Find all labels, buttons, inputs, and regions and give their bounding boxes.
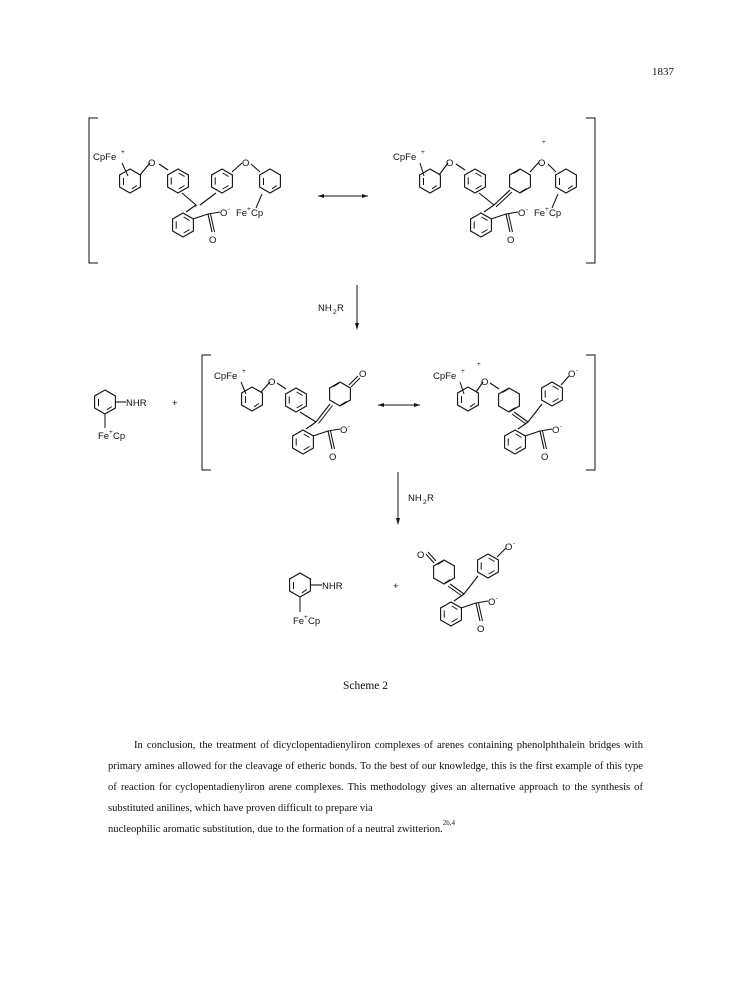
svg-text:Cp: Cp	[549, 208, 562, 219]
paragraph-last-line-text: nucleophilic aromatic substitution, due to the formation of a neutral zwitterion.	[108, 824, 443, 835]
svg-text:O: O	[446, 158, 454, 169]
resonance-arrow-middle	[378, 403, 420, 407]
svg-text:-: -	[513, 540, 516, 547]
svg-text:R: R	[427, 493, 434, 504]
svg-text:+: +	[172, 398, 178, 409]
reaction-arrow-1	[318, 285, 359, 330]
svg-text:O: O	[209, 235, 217, 246]
svg-text:+: +	[393, 581, 399, 592]
svg-text:O: O	[552, 425, 560, 436]
top-resonance-bracket	[89, 118, 595, 263]
svg-text:+: +	[542, 139, 546, 146]
svg-text:Fe: Fe	[98, 431, 110, 442]
svg-text:NHR: NHR	[126, 398, 147, 409]
svg-text:CpFe: CpFe	[393, 152, 417, 163]
paragraph-text: In conclusion, the treatment of dicyclopentadienyliron complexes of arenes containing phenolphthalein bridges with primary amines allowed for the cleavage of etheric bonds. To the best of our knowledge, this is the first example of this type of reaction for cyclopentadienyliron arene complexes. This methodology gives an alternative approach to the synthesis of substituted anilines, which have proven difficult to prepare via	[108, 740, 643, 814]
svg-text:+: +	[194, 203, 198, 210]
paragraph-last-line	[108, 819, 643, 840]
svg-text:O: O	[541, 452, 549, 463]
middle-left-structure	[214, 368, 366, 463]
svg-text:+: +	[242, 368, 246, 375]
aniline-complex-product	[290, 573, 399, 627]
svg-text:O: O	[507, 235, 515, 246]
svg-text:O: O	[220, 208, 228, 219]
svg-text:O: O	[242, 158, 250, 169]
svg-text:O: O	[359, 369, 367, 380]
svg-text:Cp: Cp	[251, 208, 264, 219]
citation-superscript: 2b,4	[442, 819, 456, 827]
svg-text:Fe: Fe	[534, 208, 546, 219]
svg-text:+: +	[421, 149, 425, 156]
svg-text:O: O	[329, 452, 337, 463]
top-left-structure	[93, 149, 280, 246]
svg-text:NHR: NHR	[322, 581, 343, 592]
svg-text:Cp: Cp	[308, 616, 321, 627]
svg-text:-: -	[560, 423, 563, 430]
svg-text:O: O	[148, 158, 156, 169]
svg-text:CpFe: CpFe	[433, 371, 457, 382]
svg-text:CpFe: CpFe	[214, 371, 238, 382]
svg-text:CpFe: CpFe	[93, 152, 117, 163]
svg-text:+: +	[247, 206, 251, 213]
svg-text:Fe: Fe	[293, 616, 305, 627]
scheme-caption: Scheme 2	[342, 680, 389, 692]
svg-text:-: -	[496, 595, 499, 602]
svg-text:-: -	[526, 206, 529, 213]
svg-text:2: 2	[333, 309, 337, 316]
svg-text:2: 2	[423, 499, 427, 506]
resonance-arrow-top	[318, 194, 368, 198]
svg-text:O: O	[481, 377, 489, 388]
svg-text:NH: NH	[318, 303, 332, 314]
svg-text:+: +	[121, 149, 125, 156]
svg-text:Cp: Cp	[113, 431, 126, 442]
svg-text:NH: NH	[408, 493, 422, 504]
conclusion-paragraph	[108, 735, 643, 840]
svg-text:O: O	[268, 377, 276, 388]
svg-text:+: +	[109, 429, 113, 436]
svg-text:O: O	[477, 624, 485, 635]
svg-text:-: -	[348, 423, 351, 430]
phenolphthalein-dianion-product	[417, 540, 515, 635]
svg-text:Fe: Fe	[236, 208, 248, 219]
svg-text:O: O	[505, 542, 513, 553]
svg-text:O: O	[417, 550, 425, 561]
svg-text:+: +	[304, 614, 308, 621]
svg-text:R: R	[337, 303, 344, 314]
svg-text:+: +	[545, 206, 549, 213]
middle-right-structure	[433, 361, 578, 463]
svg-text:+: +	[477, 361, 481, 368]
aniline-complex-mid	[95, 390, 178, 442]
svg-text:O: O	[568, 369, 576, 380]
svg-text:+: +	[461, 368, 465, 375]
page-number: 1837	[652, 66, 674, 78]
svg-text:O: O	[340, 425, 348, 436]
top-right-structure	[393, 139, 576, 246]
svg-text:-: -	[576, 367, 579, 374]
reaction-arrow-2	[396, 472, 434, 525]
svg-text:O: O	[518, 208, 526, 219]
svg-text:O: O	[488, 597, 496, 608]
svg-text:-: -	[228, 206, 231, 213]
svg-text:O: O	[538, 158, 546, 169]
